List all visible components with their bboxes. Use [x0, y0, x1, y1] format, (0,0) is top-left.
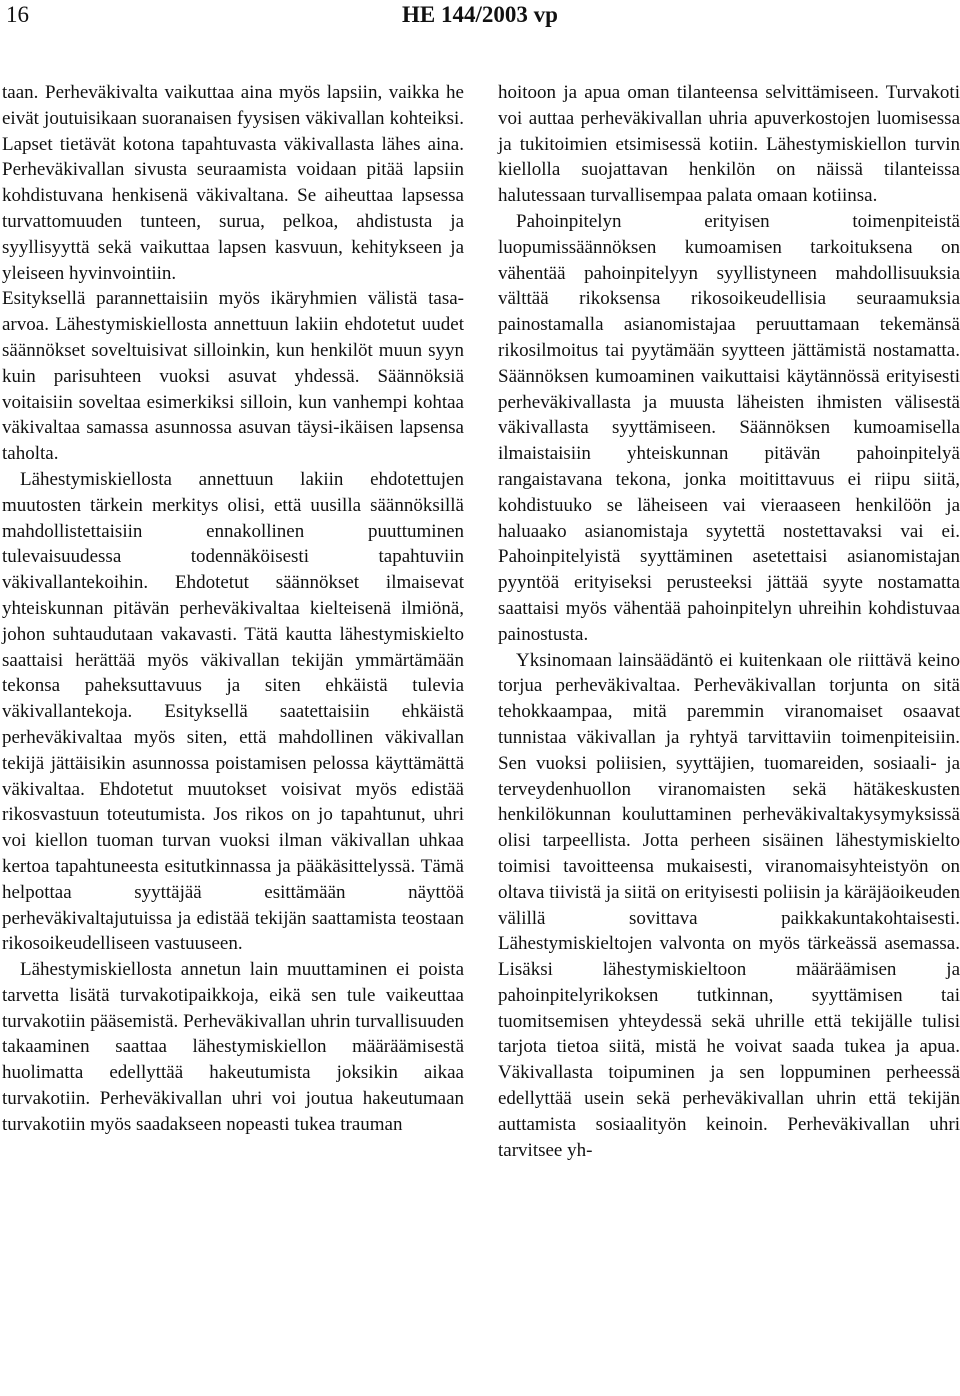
paragraph: Yksinomaan lainsäädäntö ei kuitenkaan ole riittävä keino torjua perheväkivaltaa. Perheväkivallan torjunta on sitä tehokkaampaa, mitä paremmin viranomaiset osaavat tunnistaa väkivallan ja ryhtyä tarvittaviin toimenpiteisiin. Sen vuoksi poliisien, syyttäjien, tuomareiden, sosiaali- ja terveydenhuollon viranomaisten sekä hätäkeskusten henkilökunnan kouluttaminen perheväkivaltakysymyksissä olisi tarpeellista. Jotta perheen sisäinen lähestymiskielto toimisi tavoitteensa mukaisesti, viranomaisyhteistyön on oltava tiivistä ja siitä on erityisesti poliisin ja käräjäoikeuden välillä sovittava paikkakuntakohtaisesti. Lähestymiskieltojen valvonta on myös tärkeässä asemassa. Lisäksi lähestymiskieltoon määräämisen ja pahoinpitelyrikoksen tutkinnan, syyttämisen tai tuomitsemisen yhteydessä sekä uhrille että tekijälle tulisi tarjota tietoa siitä, mistä he voivat saada tukea ja apua. Väkivallasta toipuminen ja sen loppuminen perheessä edellyttää usein sekä perheväkivallan uhrin että tekijän auttamista sosiaalityön keinoin. Perheväkivallan uhri tarvitsee yh-: [498, 649, 960, 1161]
right-column: [498, 80, 960, 1163]
page-number: 16: [6, 2, 29, 27]
left-column: [2, 80, 464, 1138]
paragraph: Lähestymiskiellosta annettuun lakiin ehdotettujen muutosten tärkein merkitys olisi, että uusilla säännöksillä mahdollistettaisiin ennakollinen puuttuminen tulevaisuudessa todennäköisesti tapahtuviin väkivallantekoihin. Ehdotetut säännökset ilmaisevat yhteiskunnan pitävän perheväkivaltaa kielteisenä ilmiönä, johon suhtaudutaan vakavasti. Tätä kautta lähestymiskielto saattaisi herättää myös väkivallan tekijän ymmärtämään tekonsa paheksuttavuus ja siten ehkäistä tulevia väkivallantekoja. Esityksellä saatettaisiin ehkäistä perheväkivaltaa myös siten, että mahdollinen väkivallan tekijä jättäisikin asunnossa poistamisen pelossa käyttämättä väkivaltaa. Ehdotetut muutokset voisivat myös edistää rikosvastuun toteutumista. Jos rikos on jo tapahtunut, uhri voi kiellon tuoman turvan vuoksi ilman väkivallan uhkaa kertoa tapahtuneesta esitutkinnassa ja pääkäsittelyssä. Tämä helpottaa syyttäjää esittämään näyttöä perheväkivaltajutuissa ja edistää tekijän saattamista teostaan rikosoikeudelliseen vastuuseen.: [2, 468, 464, 955]
paragraph: Pahoinpitelyn erityisen toimenpiteistä luopumissäännöksen kumoamisen tarkoituksena on vähentää pahoinpitelyyn syyllistyneen mahdollisuuksia välttää rikoksensa rikosoikeudellisia seuraamuksia painostamalla asianomistajaa peruuttamaan tekemänsä rikosilmoitus tai pyytämään syytteen jättämistä nostamatta. Säännöksen kumoaminen vaikuttaisi käytännössä erityisesti perheväkivallasta ja muusta läheisten ihmisten välisestä väkivallasta syyttämiseen. Säännöksen kumoamisella ilmaistaisiin yhteiskunnan pitävän pahoinpitelyä rangaistavana tekona, jonka moitittavuus ei riipu siitä, kohdistuuko se läheiseen vai vieraaseen henkilöön ja haluaako asianomistaja syytettä nostettavaksi vai ei. Pahoinpitelyistä syyttäminen asetettaisi asianomistajan pyyntöä erityiseksi perusteeksi jättää syyte nostamatta saattaisi myös vähentää pahoinpitelyn uhreihin kohdistuvaa painostusta.: [498, 210, 960, 645]
paragraph: hoitoon ja apua oman tilanteensa selvittämiseen. Turvakoti voi auttaa perheväkivallan uhria apuverkostojen luomisessa ja tukitoimien etsimisessä kotiin. Lähestymiskiellon turvin kiellolla suojattavan henkilön on näissä tilanteissa halutessaan turvallisempaa palata omaan kotiinsa.: [498, 82, 960, 207]
paragraph: taan. Perheväkivalta vaikuttaa aina myös lapsiin, vaikka he eivät joutuisikaan suoranaisen fyysisen väkivallan kohteiksi. Lapset tietävät kotona tapahtuvasta väkivallasta lähes aina. Perheväkivallan sivusta seuraamista voidaan pitää lapsiin kohdistuvana henkisenä väkivaltana. Se aiheuttaa lapsessa turvattomuuden tunteen, surua, pelkoa, ahdistusta ja syyllisyyttä sekä vaikuttaa lapsen kasvuun, kehitykseen ja yleiseen hyvinvointiin.: [2, 82, 464, 284]
paragraph: Esityksellä parannettaisiin myös ikäryhmien välistä tasa-arvoa. Lähestymiskiellosta annettuun lakiin ehdotetut uudet säännökset soveltuisivat silloinkin, kun henkilöt muun syyn kuin parisuhteen vuoksi asuvat yhdessä. Säännöksiä voitaisiin soveltaa esimerkiksi silloin, kun vanhempi kohtaa väkivaltaa samassa asunnossa asuvan täysi-ikäisen lapsensa taholta.: [2, 288, 464, 465]
paragraph: Lähestymiskiellosta annetun lain muuttaminen ei poista tarvetta lisätä turvakotipaikkoja, eikä sen tule vaikeuttaa turvakotiin pääsemistä. Perheväkivallan uhrin turvallisuuden takaaminen saattaa lähestymiskiellon määräämisestä huolimatta edellyttää hakeutumista joksikin aikaa turvakotiin. Perheväkivallan uhri voi joutua hakeutumaan turvakotiin myös saadakseen nopeasti tukea trauman: [2, 959, 464, 1135]
page-header: [0, 0, 960, 40]
document-id: HE 144/2003 vp: [402, 2, 558, 27]
